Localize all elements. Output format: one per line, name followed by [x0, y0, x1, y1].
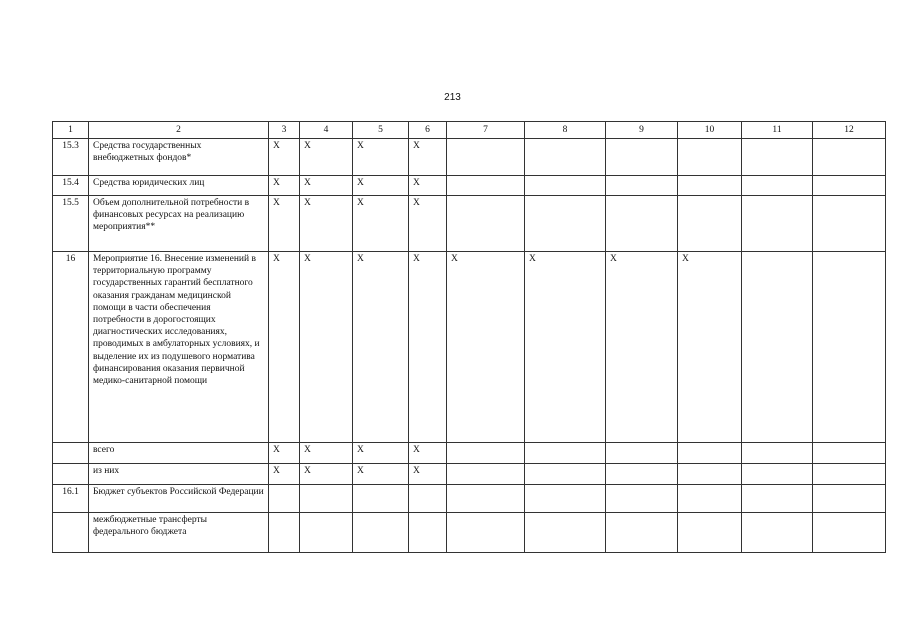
- cell-mark: [606, 485, 678, 513]
- cell-mark: X: [409, 139, 447, 176]
- page-number: 213: [444, 92, 461, 103]
- row-description: Мероприятие 16. Внесение изменений в территориальную программу государственных гарантий бесплатного оказания гражданам медицинской помощи в части обеспечения потребности в дорогостоящих диагностических исследованиях, проводимых в амбулаторных условиях, и выделение их из подушевого норматива финансирования оказания первичной медико-санитарной помощи: [89, 252, 269, 443]
- cell-mark: [606, 443, 678, 464]
- row-description: Средства государственных внебюджетных фондов*: [89, 139, 269, 176]
- cell-mark: X: [300, 252, 353, 443]
- column-header: 9: [606, 122, 678, 139]
- row-description: межбюджетные трансферты федерального бюджета: [89, 513, 269, 553]
- cell-mark: [409, 485, 447, 513]
- cell-mark: X: [300, 196, 353, 252]
- cell-mark: X: [300, 176, 353, 196]
- cell-mark: [525, 139, 606, 176]
- cell-mark: [813, 513, 886, 553]
- cell-mark: X: [269, 196, 300, 252]
- cell-mark: X: [525, 252, 606, 443]
- cell-mark: [678, 139, 742, 176]
- cell-mark: [447, 464, 525, 485]
- cell-mark: X: [409, 464, 447, 485]
- row-description: из них: [89, 464, 269, 485]
- cell-mark: [678, 485, 742, 513]
- cell-mark: [813, 139, 886, 176]
- cell-mark: [742, 252, 813, 443]
- cell-mark: [353, 485, 409, 513]
- cell-mark: X: [678, 252, 742, 443]
- table-row: [53, 464, 886, 485]
- cell-mark: X: [353, 176, 409, 196]
- column-header: 1: [53, 122, 89, 139]
- column-header: 8: [525, 122, 606, 139]
- table-row: [53, 196, 886, 252]
- cell-mark: [813, 464, 886, 485]
- data-table: [52, 121, 886, 553]
- column-header: 2: [89, 122, 269, 139]
- column-header: 6: [409, 122, 447, 139]
- cell-mark: X: [353, 139, 409, 176]
- row-number: 16: [53, 252, 89, 443]
- cell-mark: X: [409, 252, 447, 443]
- cell-mark: [678, 443, 742, 464]
- cell-mark: X: [409, 196, 447, 252]
- row-description: всего: [89, 443, 269, 464]
- row-number: 15.3: [53, 139, 89, 176]
- cell-mark: [525, 196, 606, 252]
- row-number: 16.1: [53, 485, 89, 513]
- cell-mark: [447, 485, 525, 513]
- cell-mark: [678, 464, 742, 485]
- cell-mark: [742, 513, 813, 553]
- column-header: 3: [269, 122, 300, 139]
- cell-mark: X: [269, 139, 300, 176]
- cell-mark: [353, 513, 409, 553]
- column-header: 10: [678, 122, 742, 139]
- cell-mark: [813, 176, 886, 196]
- cell-mark: X: [353, 252, 409, 443]
- table-row: [53, 443, 886, 464]
- cell-mark: [813, 443, 886, 464]
- cell-mark: X: [606, 252, 678, 443]
- row-number: 15.4: [53, 176, 89, 196]
- cell-mark: [813, 196, 886, 252]
- cell-mark: [447, 513, 525, 553]
- cell-mark: [606, 139, 678, 176]
- row-description: Средства юридических лиц: [89, 176, 269, 196]
- cell-mark: X: [409, 443, 447, 464]
- cell-mark: X: [300, 464, 353, 485]
- column-header: 12: [813, 122, 886, 139]
- cell-mark: [525, 176, 606, 196]
- cell-mark: X: [300, 139, 353, 176]
- cell-mark: [742, 176, 813, 196]
- column-header: 11: [742, 122, 813, 139]
- cell-mark: X: [269, 252, 300, 443]
- row-number: [53, 443, 89, 464]
- cell-mark: [525, 485, 606, 513]
- cell-mark: [300, 513, 353, 553]
- cell-mark: [447, 176, 525, 196]
- cell-mark: [447, 196, 525, 252]
- cell-mark: [606, 176, 678, 196]
- cell-mark: [606, 464, 678, 485]
- cell-mark: [742, 485, 813, 513]
- column-header: 4: [300, 122, 353, 139]
- cell-mark: [606, 513, 678, 553]
- table-row: [53, 513, 886, 553]
- cell-mark: [742, 139, 813, 176]
- cell-mark: [409, 513, 447, 553]
- cell-mark: [813, 252, 886, 443]
- row-number: [53, 513, 89, 553]
- column-header: 5: [353, 122, 409, 139]
- cell-mark: [678, 513, 742, 553]
- table-header-row: [53, 122, 886, 139]
- cell-mark: [269, 513, 300, 553]
- table-row: [53, 139, 886, 176]
- cell-mark: [606, 196, 678, 252]
- cell-mark: X: [269, 443, 300, 464]
- column-header: 7: [447, 122, 525, 139]
- table-row: [53, 176, 886, 196]
- table-row: [53, 252, 886, 443]
- cell-mark: [678, 196, 742, 252]
- cell-mark: [447, 139, 525, 176]
- cell-mark: X: [269, 176, 300, 196]
- cell-mark: X: [447, 252, 525, 443]
- cell-mark: [525, 443, 606, 464]
- row-description: Объем дополнительной потребности в финансовых ресурсах на реализацию мероприятия**: [89, 196, 269, 252]
- cell-mark: [813, 485, 886, 513]
- cell-mark: X: [353, 443, 409, 464]
- row-number: [53, 464, 89, 485]
- cell-mark: [742, 196, 813, 252]
- cell-mark: X: [300, 443, 353, 464]
- cell-mark: X: [353, 464, 409, 485]
- row-number: 15.5: [53, 196, 89, 252]
- row-description: Бюджет субъектов Российской Федерации: [89, 485, 269, 513]
- table-row: [53, 485, 886, 513]
- cell-mark: [742, 443, 813, 464]
- cell-mark: [742, 464, 813, 485]
- cell-mark: [269, 485, 300, 513]
- cell-mark: [678, 176, 742, 196]
- cell-mark: [300, 485, 353, 513]
- cell-mark: [447, 443, 525, 464]
- cell-mark: X: [269, 464, 300, 485]
- cell-mark: [525, 464, 606, 485]
- cell-mark: X: [353, 196, 409, 252]
- cell-mark: X: [409, 176, 447, 196]
- cell-mark: [525, 513, 606, 553]
